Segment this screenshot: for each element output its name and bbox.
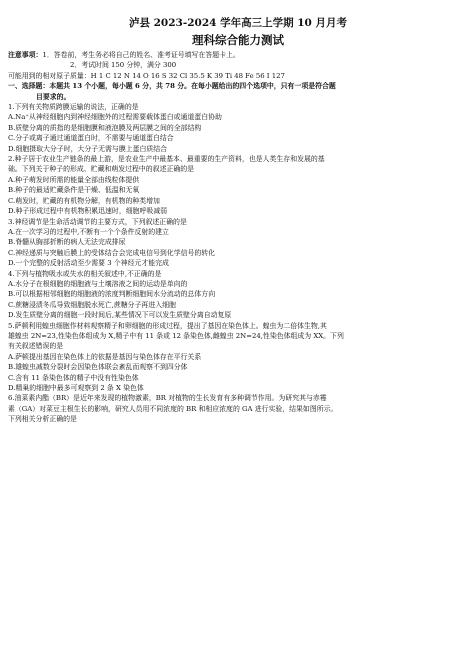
text-line: 5.萨顿利用蝗虫细胞作材料观察精子和卵细胞的形成过程，提出了基因在染色体上。蝗虫为二倍体生物,其 (8, 321, 327, 330)
text-line: B.质壁分离的质指的是细胞膜和液泡膜及两层膜之间的全部结构 (8, 123, 202, 132)
section-heading: 一、选择题：本题共 13 个小题，每小题 6 分，共 78 分。在每小题给出的四个选项中，只有一项是符合题 (8, 82, 336, 91)
text-line: 6.油菜素内酯（BR）是近年来发现的植物激素，BR 对植物的生长发育有多种调节作用。为研究其与赤霉 (8, 394, 327, 403)
text-line: A.水分子在根细胞的细胞液与土壤溶液之间的运动是单向的 (8, 279, 188, 288)
text-line: C.含有 11 条染色体的精子中没有性染色体 (8, 373, 139, 382)
text-line: A.种子萌发时所需的能量全部由线粒体提供 (8, 175, 140, 184)
atomic-masses: 可能用到的相对原子质量：H 1 C 12 N 14 O 16 S 32 Cl 35.5 K 39 Ti 48 Fe 56 I 127 (8, 71, 285, 80)
text-line: D.种子形成过程中有机物积累迅速时，细胞呼吸减弱 (8, 207, 168, 216)
text-line: D.细胞摄取大分子时，大分子无需与膜上蛋白质结合 (8, 144, 168, 153)
section-heading-cont: 目要求的。 (36, 92, 71, 101)
text-line: 4.下列与植物吸水或失水的相关叙述中,不正确的是 (8, 269, 162, 278)
text-line: 1.下列有关物质跨膜运输的说法，正确的是 (8, 103, 139, 112)
exam-title: 泸县 2023-2024 学年高三上学期 10 月月考 (128, 17, 348, 29)
text-line: C.蔗糖浸渍冬瓜导致细胞脱水死亡,蔗糖分子再进入细胞 (8, 300, 176, 309)
text-line: A.在一次学习的过程中,不断有一个个条件反射的建立 (8, 227, 169, 236)
text-line: 有关叙述错误的是 (8, 342, 64, 351)
notes-item-1: 1．答卷前，考生务必将自己的姓名、准考证号填写在答题卡上。 (42, 51, 240, 59)
text-line: C.萌发时，贮藏的有机物分解，有机物的种类增加 (8, 196, 160, 205)
text-line: 下列相关分析正确的是 (8, 415, 77, 424)
notes-label: 注意事项： (8, 51, 43, 59)
text-line: A.萨顿提出基因在染色体上的依据是基因与染色体存在平行关系 (8, 352, 202, 361)
text-line: 础。下列关于种子的形成、贮藏和萌发过程中的叙述正确的是 (8, 165, 195, 174)
text-line: C.神经递质与突触后膜上的受体结合会完成电信号到化学信号的转化 (8, 248, 216, 257)
text-line: B.脊髓从胸部折断的病人无法完成排尿 (8, 238, 126, 247)
text-line: A.Na⁺从神经细胞内到神经细胞外的过程需要载体蛋白或通道蛋白协助 (8, 113, 222, 122)
text-line: B.雄蝗虫减数分裂时会因染色体联会紊乱而观察不到四分体 (8, 363, 188, 372)
text-line: 3.神经调节是生命活动调节的主要方式，下列叙述正确的是 (8, 217, 187, 226)
text-line: 素（GA）对菜豆主根生长的影响，研究人员用不同浓度的 BR 和相应浓度的 GA 进行实验，结果如图所示。 (8, 404, 338, 413)
text-line: 雄蝗虫 2N=23,性染色体组成为 X,精子中有 11 条或 12 条染色体,雌蝗虫 2N=24,性染色体组成为 XX。下列 (8, 331, 344, 340)
text-line: B.种子的最适贮藏条件是干燥、低温和无氧 (8, 186, 140, 195)
text-line: D.发生质壁分离的细胞一段时间后,某些情况下可以发生质壁分离自动复原 (8, 311, 232, 320)
notes-item-2: 2．考试时间 150 分钟，满分 300 (70, 61, 177, 70)
text-line: D.精巢的细胞中最多可观察到 2 条 X 染色体 (8, 384, 144, 392)
text-line: D.一个完整的反射活动至少需要 3 个神经元才能完成 (8, 259, 169, 268)
text-line: C.分子或离子通过通道蛋白时，不需要与通道蛋白结合 (8, 134, 174, 143)
question-body (8, 102, 468, 425)
text-line: 2.种子居于农业生产链条的最上游，是农业生产中最基本、最重要的生产资料，也是人类生存和发展的基 (8, 155, 325, 164)
text-line: B.可以根据相邻细胞的细胞液的浓度判断细胞间水分流动的总体方向 (8, 290, 216, 299)
exam-subtitle: 理科综合能力测试 (192, 33, 284, 47)
notes-line-1 (8, 50, 468, 60)
